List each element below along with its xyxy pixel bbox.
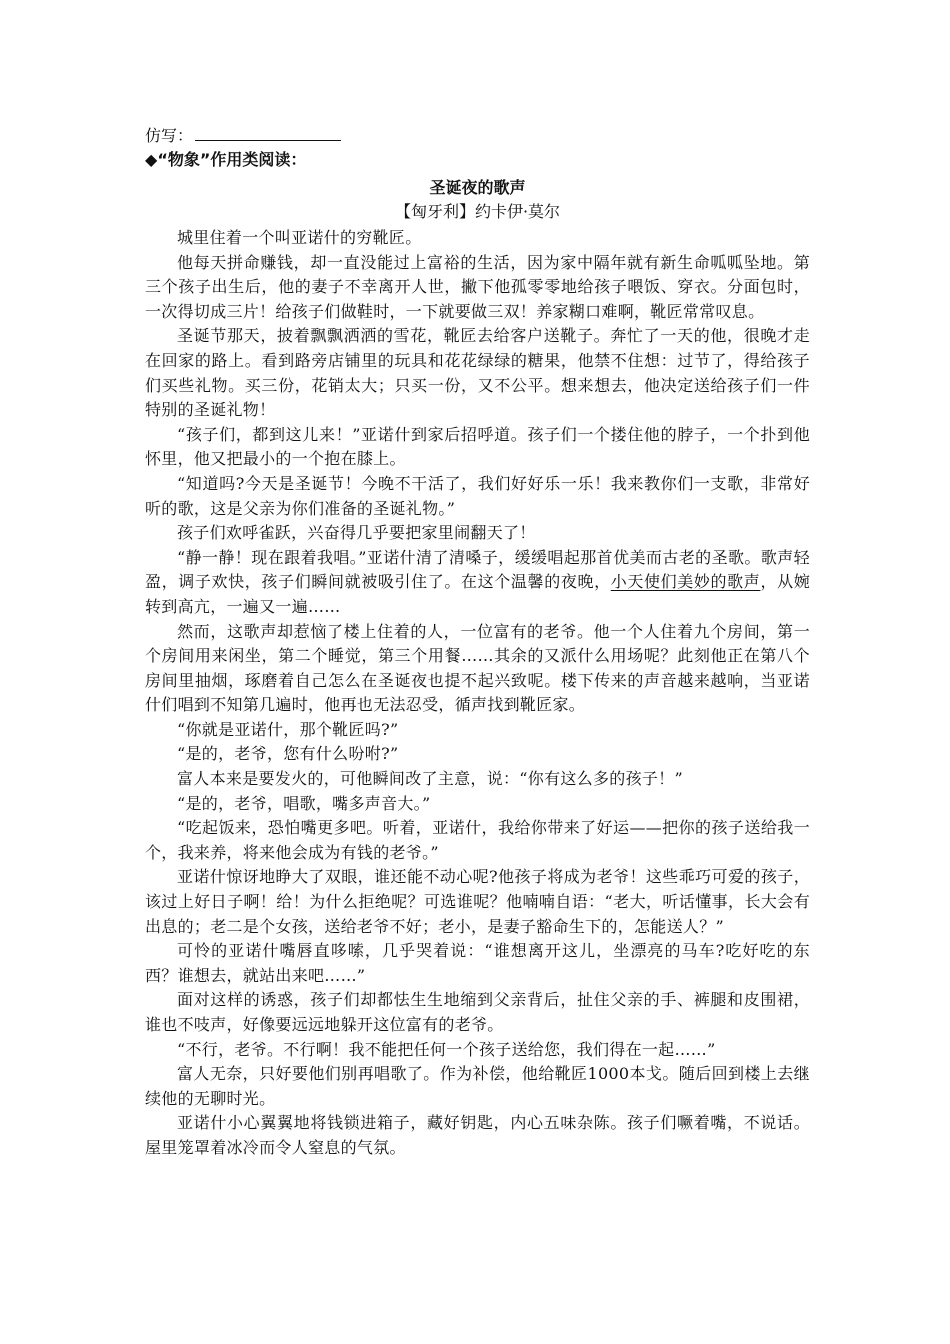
paragraph: “是的，老爷，您有什么吩咐?”	[177, 744, 399, 764]
paragraph: “是的，老爷，唱歌，嘴多声音大。”	[177, 793, 431, 813]
paragraph: “吃起饭来，恐怕嘴更多吧。听着，亚诺什，我给你带来了好运——把你的孩子送给我一个，我来养，将来他会成为有钱的老爷。”	[145, 818, 810, 862]
paragraph: 亚诺什惊讶地睁大了双眼，谁还能不动心呢?他孩子将成为老爷！这些乖巧可爱的孩子，该过上好日子啊！给！为什么拒绝呢？可选谁呢？他喃喃自语：“老大，听话懂事，长大会有出息的；老二是个女孩，送给老爷不好；老小，是妻子豁命生下的，怎能送人？”	[145, 867, 810, 936]
paragraph: 然而，这歌声却惹恼了楼上住着的人，一位富有的老爷。他一个人住着九个房间，第一个房间用来闲坐，第二个睡觉，第三个用餐……其余的又派什么用场呢？此刻他正在第八个房间里抽烟，琢磨着自己怎么在圣诞夜也提不起兴致呢。楼下传来的声音越来越响，当亚诺什们唱到不知第几遍时，他再也无法忍受，循声找到靴匠家。	[145, 621, 810, 715]
paragraph: 他每天拼命赚钱，却一直没能过上富裕的生活，因为家中隔年就有新生命呱呱坠地。第三个孩子出生后，他的妻子不幸离开人世，撇下他孤零零地给孩子喂饭、穿衣。分面包时，一次得切成三片！给孩子们做鞋时，一下就要做三双！养家糊口难啊，靴匠常常叹息。	[145, 252, 810, 321]
imitate-blank	[195, 124, 341, 141]
paragraph: “你就是亚诺什，那个靴匠吗?”	[177, 719, 399, 739]
paragraph: 面对这样的诱惑，孩子们却都怯生生地缩到父亲背后，扯住父亲的手、裤腿和皮围裙，谁也不吱声，好像要远远地躲开这位富有的老爷。	[145, 990, 810, 1034]
paragraph: 亚诺什小心翼翼地将钱锁进箱子，藏好钥匙，内心五味杂陈。孩子们噘着嘴，不说话。屋里笼罩着冰冷而令人窒息的气氛。	[145, 1113, 810, 1157]
paragraph: 城里住着一个叫亚诺什的穷靴匠。	[177, 228, 422, 247]
paragraph: “知道吗?今天是圣诞节！今晚不干活了，我们好好乐一乐！我来教你们一支歌，非常好听的歌，这是父亲为你们准备的圣诞礼物。”	[145, 473, 810, 518]
section-heading	[145, 148, 810, 172]
paragraph: 可怜的亚诺什嘴唇直哆嗦，几乎哭着说：“谁想离开这儿，坐漂亮的马车?吃好吃的东西？谁想去，就站出来吧……”	[145, 941, 810, 985]
paragraph-with-underline	[145, 546, 810, 620]
paragraph: 孩子们欢呼雀跃，兴奋得几乎要把家里闹翻天了！	[177, 523, 536, 543]
story-body	[145, 226, 810, 1161]
section-heading-text: “物象”作用类阅读：	[157, 150, 307, 169]
imitate-line	[145, 124, 810, 148]
imitate-label: 仿写：	[145, 126, 194, 145]
story-title: 圣诞夜的歌声	[429, 178, 526, 197]
paragraph: 圣诞节那天，披着飘飘洒洒的雪花，靴匠去给客户送靴子。奔忙了一天的他，很晚才走在回家的路上。看到路旁店铺里的玩具和花花绿绿的糖果，他禁不住想：过节了，得给孩子们买些礼物。买三份，花销太大；只买一份，又不公平。想来想去，他决定送给孩子们一件特别的圣诞礼物！	[145, 326, 810, 420]
paragraph: 富人本来是要发火的，可他瞬间改了主意，说：“你有这么多的孩子！”	[177, 769, 683, 789]
paragraph: “不行，老爷。不行啊！我不能把任何一个孩子送给您，我们得在一起……”	[177, 1039, 716, 1059]
paragraph: 富人无奈，只好要他们别再唱歌了。作为补偿，他给靴匠1000本戈。随后回到楼上去继续他的无聊时光。	[145, 1064, 810, 1108]
underlined-phrase: 小天使们美妙的歌声	[610, 572, 761, 592]
paragraph-text-after: ，从婉转到高亢，一遍又一遍……	[145, 572, 811, 616]
story-author: 【匈牙利】约卡伊·莫尔	[394, 202, 561, 221]
paragraph: “孩子们，都到这儿来！”亚诺什到家后招呼道。孩子们一个搂住他的脖子，一个扑到他怀里，他又把最小的一个抱在膝上。	[145, 424, 810, 469]
diamond-bullet-icon: ◆	[145, 150, 158, 169]
document-content	[145, 124, 810, 1161]
paragraph-text: “静一静！现在跟着我唱。”亚诺什清了清嗓子，缓缓唱起那首优美而古老的圣歌。歌声轻盈，调子欢快，孩子们瞬间就被吸引住了。在这个温馨的夜晚，	[145, 547, 810, 592]
